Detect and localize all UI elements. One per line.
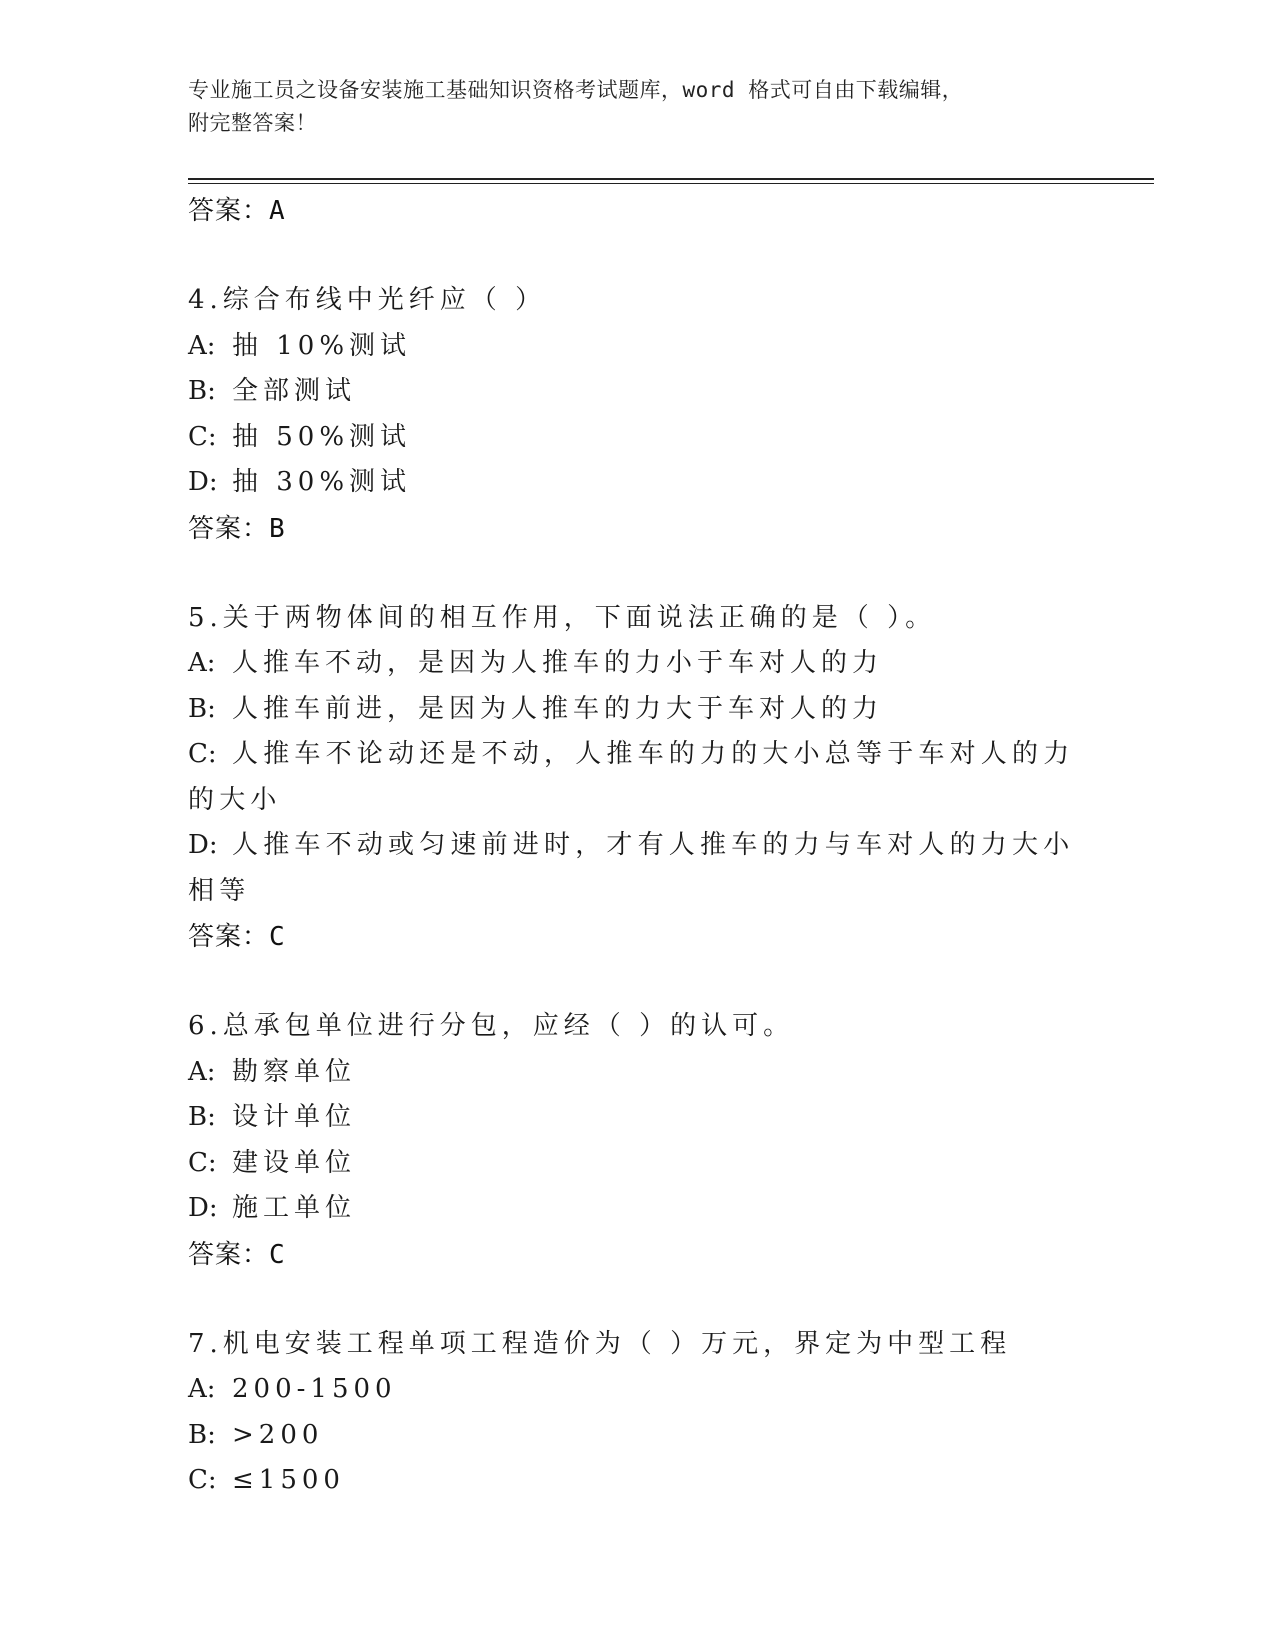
answer-line xyxy=(188,188,1088,234)
answer-value: A xyxy=(269,196,286,226)
option-text: 200-1500 xyxy=(232,1374,397,1404)
option-item xyxy=(188,732,1088,823)
question-stem: 5.关于两物体间的相互作用，下面说法正确的是（ ）。 xyxy=(188,602,937,633)
option-text: 抽 10%测试 xyxy=(232,330,412,361)
option-text: 建设单位 xyxy=(232,1147,357,1178)
option-letter: B: xyxy=(188,1102,216,1132)
option-text: 人推车不动或匀速前进时，才有人推车的力与车对人的力大小相等 xyxy=(188,830,1075,906)
option-text: ≤1500 xyxy=(232,1465,345,1495)
header-line-1: 专业施工员之设备安装施工基础知识资格考试题库，word 格式可自由下载编辑， xyxy=(188,78,964,102)
answer-prefix: 答案： xyxy=(188,1239,270,1270)
option-text: 人推车不动，是因为人推车的力小于车对人的力 xyxy=(232,648,884,678)
option-item xyxy=(188,369,1088,415)
option-item xyxy=(188,641,1088,687)
question-stem: 7.机电安装工程单项工程造价为（ ）万元，界定为中型工程 xyxy=(188,1328,1012,1359)
header-divider-thick xyxy=(188,178,1154,180)
option-item xyxy=(188,324,1088,370)
answer-line xyxy=(188,506,1088,552)
option-text: 抽 30%测试 xyxy=(232,467,412,497)
option-text: 设计单位 xyxy=(232,1102,357,1132)
option-item xyxy=(188,1458,1088,1504)
header-divider-thin xyxy=(188,183,1154,184)
option-letter: A: xyxy=(188,1056,216,1087)
option-letter: B: xyxy=(188,376,216,406)
question-block xyxy=(188,1004,1088,1278)
option-item xyxy=(188,460,1088,506)
option-letter: D: xyxy=(188,467,218,497)
option-letter: D: xyxy=(188,1193,218,1223)
option-letter: C: xyxy=(188,739,217,769)
option-letter: C: xyxy=(188,421,217,452)
answer-line xyxy=(188,1232,1088,1278)
option-letter: D: xyxy=(188,830,218,860)
option-letter: B: xyxy=(188,693,216,724)
header-line-2: 附完整答案！ xyxy=(188,111,317,135)
answer-line xyxy=(188,914,1088,960)
question-list xyxy=(188,188,1088,1504)
option-letter: B: xyxy=(188,1419,216,1450)
option-item xyxy=(188,1050,1088,1096)
option-item xyxy=(188,1186,1088,1232)
question-block xyxy=(188,596,1088,961)
question-stem: 6.总承包单位进行分包，应经（ ）的认可。 xyxy=(188,1011,795,1041)
option-letter: A: xyxy=(188,330,216,361)
question-block xyxy=(188,1322,1088,1504)
answer-prefix: 答案： xyxy=(188,196,270,226)
option-item xyxy=(188,1141,1088,1187)
option-text: 人推车不论动还是不动，人推车的力的大小总等于车对人的力的大小 xyxy=(188,739,1075,815)
option-item xyxy=(188,1367,1088,1413)
option-text: 施工单位 xyxy=(232,1193,357,1223)
option-letter: A: xyxy=(188,648,216,678)
option-text: 勘察单位 xyxy=(232,1056,357,1087)
option-letter: C: xyxy=(188,1465,217,1495)
question-stem: 4.综合布线中光纤应（ ） xyxy=(188,285,547,315)
option-item xyxy=(188,415,1088,461)
option-item xyxy=(188,823,1088,914)
answer-value: B xyxy=(269,513,286,544)
option-letter: A: xyxy=(188,1374,216,1404)
option-text: 全部测试 xyxy=(232,376,357,406)
option-item xyxy=(188,687,1088,733)
option-text: 人推车前进，是因为人推车的力大于车对人的力 xyxy=(232,693,884,724)
option-text: >200 xyxy=(232,1419,324,1450)
option-item xyxy=(188,1413,1088,1459)
answer-value: C xyxy=(269,922,286,952)
option-item xyxy=(188,1095,1088,1141)
document-header xyxy=(188,74,1068,140)
answer-prefix: 答案： xyxy=(188,922,270,952)
question-block xyxy=(188,278,1088,552)
answer-prefix: 答案： xyxy=(188,513,270,544)
option-text: 抽 50%测试 xyxy=(232,421,412,452)
answer-value: C xyxy=(269,1239,286,1270)
option-letter: C: xyxy=(188,1147,217,1178)
